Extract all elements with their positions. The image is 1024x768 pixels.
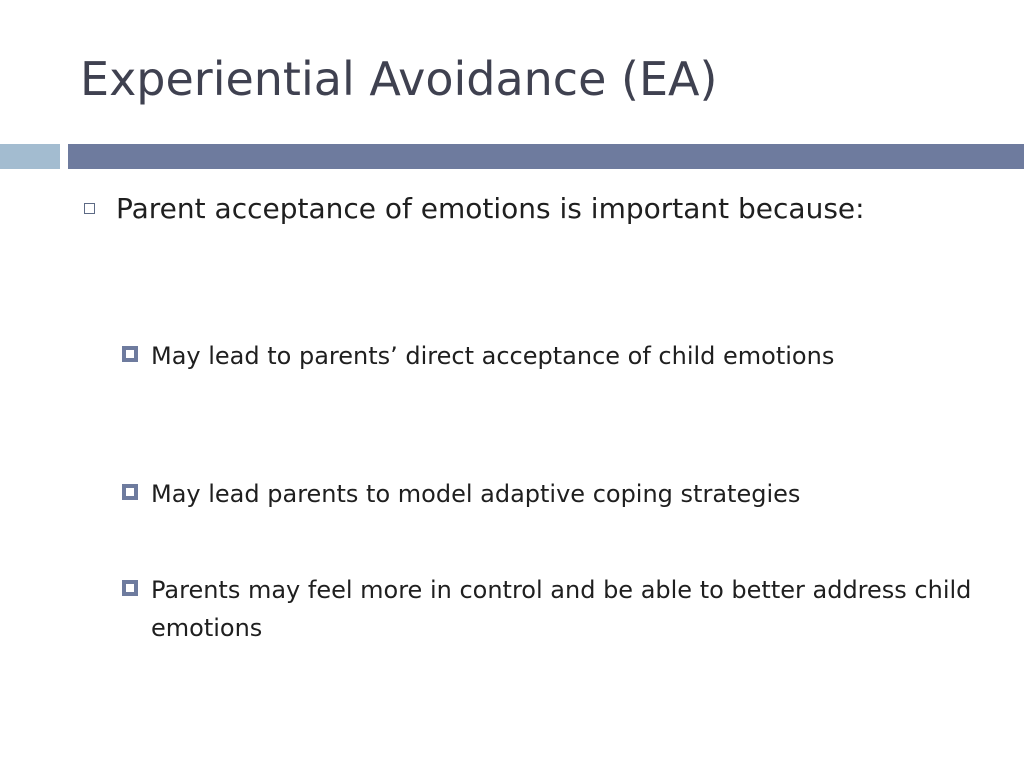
title-rule-accent: [0, 144, 60, 169]
sub-bullet-text: Parents may feel more in control and be able to better address child emotions: [151, 576, 972, 642]
framed-square-bullet-icon: [122, 580, 138, 596]
slide-title: Experiential Avoidance (EA): [80, 52, 718, 106]
main-bullet-text: Parent acceptance of emotions is important because:: [116, 192, 865, 225]
framed-square-bullet-icon: [122, 346, 138, 362]
framed-square-bullet-icon: [122, 484, 138, 500]
hollow-square-bullet-icon: [84, 203, 95, 214]
title-rule-bar: [68, 144, 1024, 169]
sub-bullet-text: May lead to parents’ direct acceptance of child emotions: [151, 342, 835, 370]
sub-bullet-text: May lead parents to model adaptive coping strategies: [151, 480, 801, 508]
